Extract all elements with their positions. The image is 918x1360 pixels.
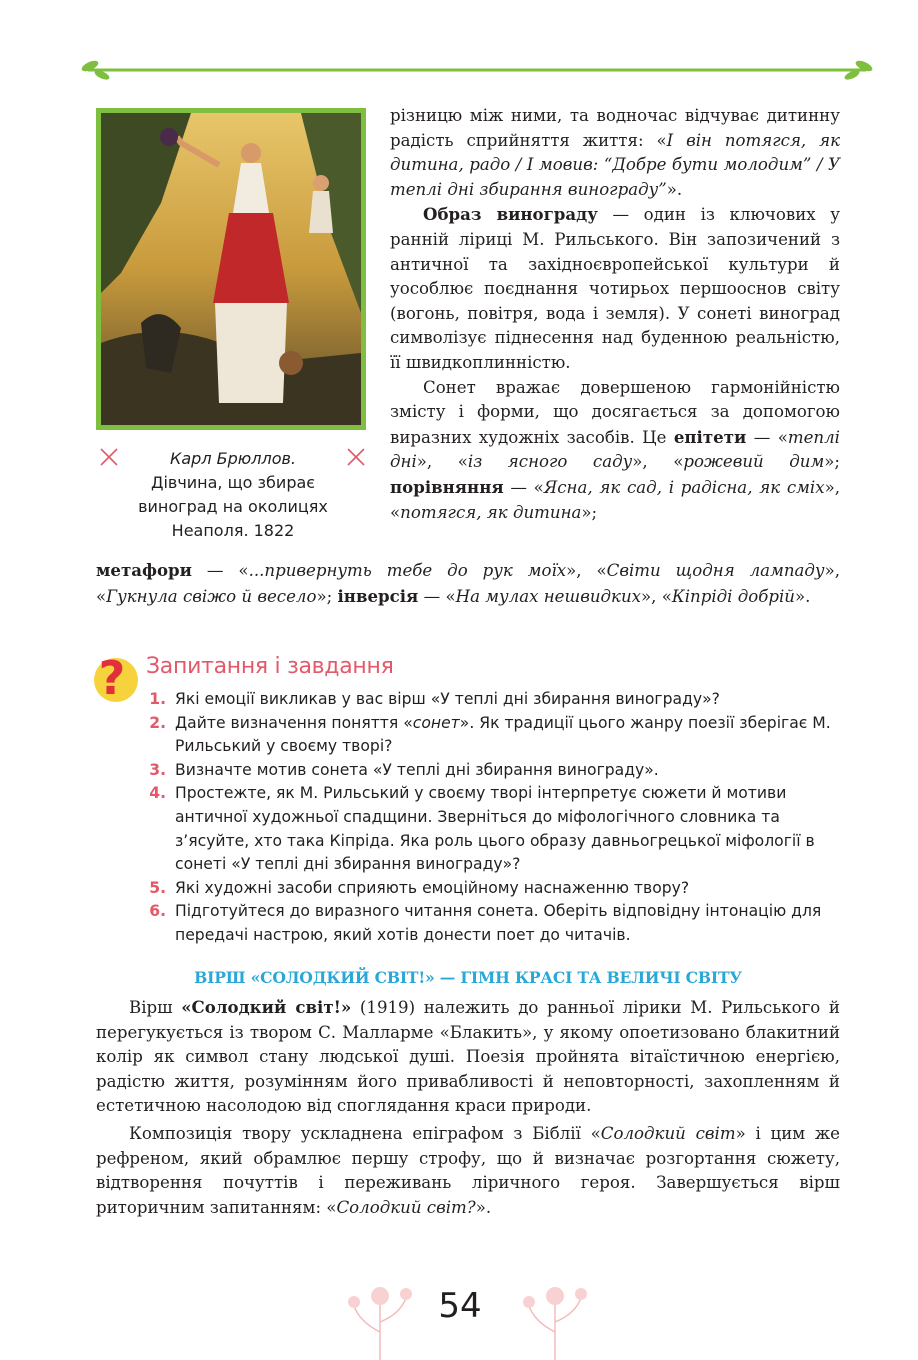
section-body [96, 995, 840, 1220]
item-number: 6. [149, 902, 166, 921]
questions-list [138, 688, 842, 948]
page-number: 54 [438, 1286, 482, 1326]
caption-author: Карл Брюллов. [170, 449, 296, 468]
item-text: ». Як традиції цього жанру поезії зберігає М. Рильський у своєму творі? [175, 713, 831, 756]
quote: ...привернуть тебе до рук моїх [248, 561, 567, 580]
text: », « [632, 452, 684, 472]
paragraph [96, 1122, 840, 1220]
text: — « [746, 427, 788, 447]
list-item [138, 712, 842, 759]
text: (1919) належить до ранньої лірики М. Рильського й перегукується із твором С. Малларме «Блакить», у якому опоетизовано блакитний колір як символ стану людської душі. Поезія пройнята вітаїстичною енергією, радістю життя, розумінням його привабливості й неповторності, захопленням й естетичною насолодою від споглядання краси природи. [96, 998, 840, 1116]
question-badge-glyph: ? [98, 651, 126, 705]
painting-frame [96, 108, 366, 430]
list-item [138, 688, 842, 712]
text: Вірш [129, 998, 182, 1017]
text: ». [666, 179, 683, 199]
quote: Солодкий світ [600, 1123, 736, 1143]
section-title: ВІРШ «СОЛОДКИЙ СВІТ!» — ГІМН КРАСІ ТА ВЕЛИЧІ СВІТУ [194, 968, 742, 987]
quote: Ясна, як сад, і радісна, як сміх [543, 477, 825, 497]
term: Образ винограду [423, 204, 598, 225]
item-text: Дайте визначення поняття « [175, 713, 413, 732]
text: »; [316, 586, 338, 606]
text: », « [96, 561, 840, 606]
paragraph [390, 104, 840, 202]
quote: Світи щодня лампаду [606, 561, 825, 580]
item-number: 4. [149, 784, 166, 803]
list-item [138, 877, 842, 901]
flower-decoration-right-icon [515, 1272, 595, 1360]
paragraph [96, 995, 840, 1119]
text: — « [191, 561, 249, 580]
caption-line: Неаполя. 1822 [171, 521, 295, 540]
painting-image [101, 113, 361, 425]
text: Композиція твору ускладнена епіграфом з Біблії « [129, 1123, 601, 1143]
item-text: Підготуйтеся до виразного читання сонета. Оберіть відповідну інтонацію для передачі настрою, який хотів донести поет до читачів. [175, 902, 822, 944]
text: », « [566, 561, 607, 580]
quote: теплі дні [390, 427, 840, 472]
question-mark-icon [88, 650, 140, 706]
item-text: Які емоції викликав у вас вірш «У теплі дні збирання винограду»? [175, 690, 720, 708]
quote: рожевий дим [683, 452, 825, 472]
item-text: Простежте, як М. Рильський у своєму творі інтерпретує сюжети й мотиви античної художньої спадщини. Зверніться до міфологічного словника та з’ясуйте, хто така Кіпріда. Яка роль цього образу давньогрецької міфології в сонеті «У теплі дні збирання винограду»? [175, 784, 815, 874]
list-item [138, 759, 842, 783]
quote: Кіпріді добрій [671, 586, 795, 606]
quote: Гукнула свіжо й весело [106, 586, 317, 606]
caption-line: Дівчина, що збирає [150, 473, 316, 492]
term: епітети [673, 426, 747, 447]
text: »; [581, 502, 598, 522]
quote: Солодкий світ? [336, 1197, 476, 1217]
quote: потягся, як дитина [400, 502, 582, 522]
right-column-text [390, 104, 840, 525]
term: інверсія [337, 585, 419, 606]
paragraph [390, 202, 840, 375]
text: », « [390, 477, 840, 522]
item-text: Які художні засоби сприяють емоційному наснаженню твору? [175, 878, 690, 897]
quote: І він потягся, як дитина, радо / І мовив: “Добре бути молодим” / У теплі дні збирання винограду” [390, 130, 840, 199]
painting-caption [108, 447, 358, 543]
list-item [138, 900, 842, 947]
item-term: сонет [412, 713, 460, 732]
text: », « [416, 452, 468, 472]
full-width-text [96, 558, 840, 609]
text: » і цим же рефреном, який обрамлює першу строфу, що й визначає розгортання сюжету, відтворення почуттів і переживань ліричного героя. Завершується вірш риторичним запитанням: « [96, 1123, 841, 1217]
item-number: 2. [149, 713, 166, 732]
item-number: 1. [149, 690, 166, 708]
poem-title: «Солодкий світ!» [181, 997, 352, 1017]
term: метафори [96, 560, 192, 580]
text: — один із ключових у ранній ліриці М. Рильського. Він запозичений з античної та західноєвропейської культури й уособлює поєднання чотирьох першооснов світу (вогонь, повітря, вода і земля). У сонеті виноград символізує піднесення над буденною реальністю, її швидкоплинністю. [390, 205, 841, 372]
paragraph [390, 376, 840, 526]
text: », « [641, 586, 672, 606]
text: ». [795, 586, 811, 606]
caption-line: виноград на околицях [138, 497, 328, 516]
text: ». [475, 1197, 492, 1217]
text: — « [503, 477, 544, 497]
text: »; [824, 452, 840, 472]
text: Сонет вражає довершеною гармонійністю змісту і форми, що досягається за допомогою виразних художніх засобів. Це [390, 377, 840, 447]
list-item [138, 782, 842, 876]
item-number: 5. [149, 878, 166, 897]
paragraph [96, 558, 840, 609]
text: — « [418, 586, 456, 606]
item-text: Визначте мотив сонета «У теплі дні збирання винограду». [175, 760, 659, 779]
text: різницю між ними, та водночас відчуває дитинну радість сприйняття життя: « [390, 106, 840, 150]
quote: із ясного саду [467, 452, 633, 472]
quote: На мулах нешвидких [455, 586, 642, 606]
term: порівняння [390, 476, 504, 497]
flower-decoration-left-icon [340, 1272, 420, 1360]
vine-decoration [80, 58, 874, 82]
questions-heading: Запитання і завдання [146, 654, 394, 679]
item-number: 3. [149, 760, 166, 779]
